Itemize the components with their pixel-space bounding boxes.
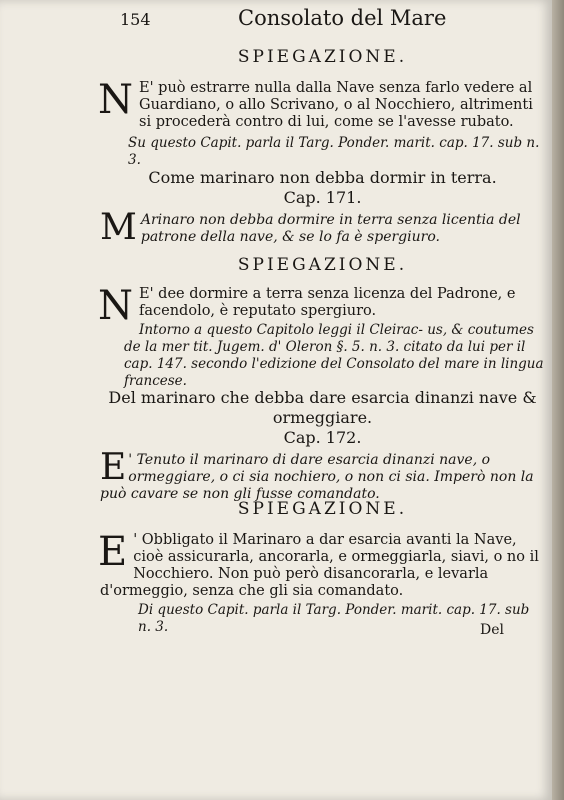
chapter-number: Cap. 172. [283, 428, 362, 447]
paragraph-body: ' Obbligato il Marinaro a dar esarcia avanti la Nave, cioè assicurarla, ancorarla, e ormeggiarla, siavi, o no il Nocchiero. Non può però disancorarla, e levarla d'ormeggio, senza che gli sia comandato. [100, 532, 539, 599]
reference-note: Intorno a questo Capitolo leggi il Cleirac- us, & coutumes de la mer tit. Jugem. d' Oleron §. 5. n. 3. citato da lui per il cap. 147. secondo l'edizione del Consolato del mare in lingua francese. [124, 322, 544, 389]
page-number: 154 [120, 10, 151, 29]
section-text [98, 283, 545, 329]
reference-note: Su questo Capit. parla il Targ. Ponder. marit. cap. 17. sub n. 3. [128, 135, 540, 168]
chapter-text [100, 207, 545, 248]
chapter-172 [100, 388, 545, 503]
section-2 [100, 254, 545, 390]
drop-capital: E [100, 447, 127, 488]
reference-note: Di questo Capit. parla il Targ. Ponder. marit. cap. 17. sub n. 3. [138, 602, 530, 635]
chapter-171 [100, 168, 545, 246]
section-heading: SPIEGAZIONE. [237, 255, 408, 275]
drop-capital: M [100, 207, 137, 248]
section-heading: SPIEGAZIONE. [237, 499, 408, 519]
paragraph-body: ' Tenuto il marinaro di dare esarcia dinanzi nave, o ormeggiare, o ci sia nochiero, o non ci sia. Imperò non la può cavare se non gli fusse comandato. [100, 452, 534, 502]
chapter-title: Come marinaro non debba dormir in terra. [148, 168, 497, 187]
drop-capital: E [98, 529, 128, 575]
page-edge [552, 0, 564, 800]
paragraph-body: Arinaro non debba dormire in terra senza licentia del patrone della nave, & se lo fa è spergiuro. [140, 212, 521, 245]
catchword: Del [480, 622, 504, 638]
section-text [98, 77, 545, 131]
section-3 [100, 498, 545, 636]
paragraph-body: E' dee dormire a terra senza licenza del Padrone, e facendolo, è reputato spergiuro. [139, 286, 516, 319]
chapter-title: Del marinaro che debba dare esarcia dinanzi nave & ormeggiare. [108, 388, 537, 427]
running-header [120, 6, 520, 36]
chapter-text [100, 447, 545, 503]
section-text [98, 529, 545, 600]
drop-capital: N [98, 283, 133, 329]
chapter-number: Cap. 171. [283, 188, 362, 207]
section-1 [100, 46, 545, 169]
running-title: Consolato del Mare [238, 6, 447, 30]
drop-capital: N [98, 77, 133, 123]
paragraph-body: E' può estrarre nulla dalla Nave senza farlo vedere al Guardiano, o allo Scrivano, o al Nocchiero, altrimenti si procederà contro di lui, come se l'avesse rubato. [139, 80, 533, 130]
section-heading: SPIEGAZIONE. [237, 47, 408, 67]
